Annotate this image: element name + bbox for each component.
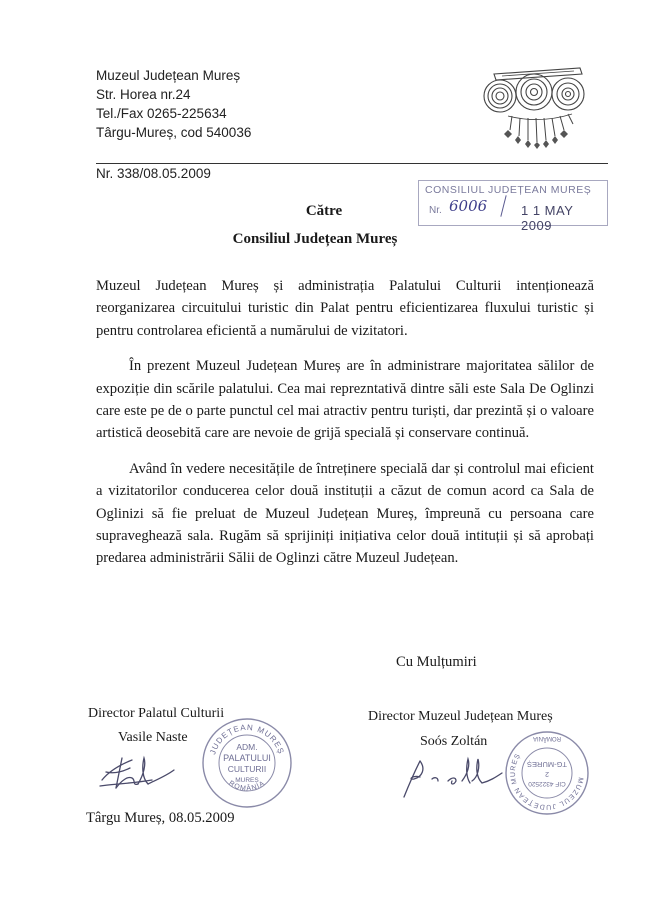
registration-stamp-nr-label: Nr. xyxy=(429,205,442,216)
institution-city: Târgu-Mureș, cod 540036 xyxy=(96,125,252,140)
body-paragraph: În prezent Muzeul Județean Mureș are în administrare majoritatea sălilor de expoziție din scările palatului. Cea mai reprezntativă dintre săli este Sala De Oglinzi care este pe de o parte punctul cel mai atractiv pentru turiști, dar prezintă și o valoare artistică deosebită care are nevoie de grijă specială și conservare continuă. xyxy=(96,358,594,442)
right-signatory-title: Director Muzeul Județean Mureș xyxy=(368,709,553,724)
left-handwritten-signature xyxy=(92,750,178,794)
addressee-recipient xyxy=(0,231,650,248)
addressee-to-text: Către xyxy=(305,203,343,219)
left-seal-line4: MUREȘ xyxy=(235,777,259,784)
registration-stamp-date: 1 1 MAY 2009 xyxy=(521,203,574,233)
left-seal-ring-text: JUDEȚEAN MUREȘ xyxy=(208,722,286,756)
institution-name: Muzeul Județean Mureș xyxy=(96,68,241,83)
right-seal-line3: CIF 4322520 xyxy=(528,780,566,787)
right-signatory-name: Soós Zoltán xyxy=(420,734,488,749)
left-seal-line3: CULTURII xyxy=(227,764,267,774)
registration-stamp-title: CONSILIUL JUDEȚEAN MUREȘ xyxy=(425,184,592,196)
left-seal-line2: PALATULUI xyxy=(223,753,271,763)
institution-street: Str. Horea nr.24 xyxy=(96,87,191,102)
left-signatory-name: Vasile Naste xyxy=(118,730,188,745)
place-and-date: Târgu Mureș, 08.05.2009 xyxy=(86,810,235,826)
body-paragraph: Având în vedere necesitățile de întreținere specială dar și controlul mai eficient a vizitatorilor conducerea celor două instituții a căzut de comun acord ca Sala de Oglinizi să fie preluat de Muzeul Județean Mureș, împreună cu persoana care supraveghează sala. Rugăm să sprijiniți inițiativa celor două intituții și să aprobați predarea administrării Sălii de Oglinzi către Muzeul Județean. xyxy=(96,460,594,567)
body-paragraph: Muzeul Județean Mureș și administrația Palatului Culturii intenționează reorganizarea circuitului turistic din Palat pentru eficientizarea fluxului turistic și pentru controlarea eficientă a numărului de vizitatori. xyxy=(96,278,594,339)
right-seal-line1: TG-MUREȘ xyxy=(527,760,567,769)
museum-spiral-logo-icon xyxy=(472,58,600,150)
addressee-recipient-text: Consiliul Județean Mureș xyxy=(232,231,398,247)
reference-number: Nr. 338/08.05.2009 xyxy=(96,166,211,181)
letter-body xyxy=(96,275,594,570)
left-seal-bottom-text: ROMÂNIA xyxy=(227,779,267,793)
right-seal-bottom-text: ROMÂNIA xyxy=(532,735,562,741)
registration-stamp-number: 6006 xyxy=(449,197,488,215)
right-official-seal xyxy=(504,730,590,816)
right-seal-line2: 2 xyxy=(545,770,549,777)
letterhead xyxy=(96,66,251,142)
closing-salutation: Cu Mulțumiri xyxy=(396,654,477,670)
addressee-to xyxy=(0,203,650,220)
right-seal-ring-text: MUZEUL JUDEȚEAN MUREȘ xyxy=(509,752,584,811)
left-seal-line1: ADM. xyxy=(236,742,258,752)
right-handwritten-signature xyxy=(398,755,506,801)
institution-phone: Tel./Fax 0265-225634 xyxy=(96,106,227,121)
left-signatory-title: Director Palatul Culturii xyxy=(88,706,225,721)
header-divider xyxy=(96,163,608,164)
left-official-seal xyxy=(200,716,294,810)
